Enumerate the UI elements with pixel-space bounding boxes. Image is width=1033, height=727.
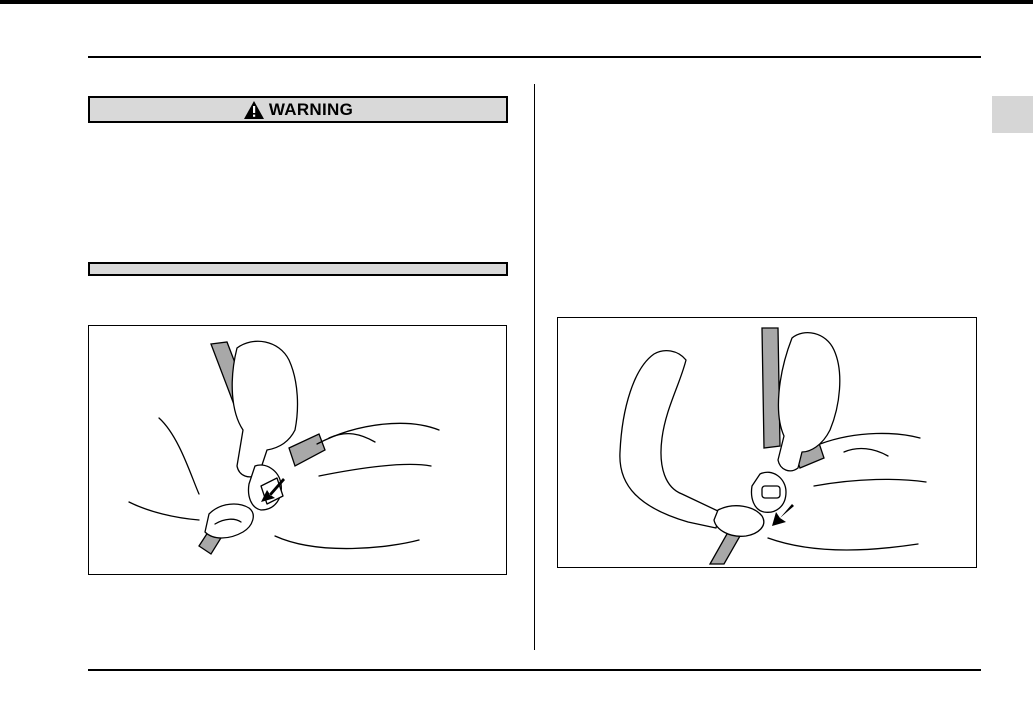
- section-tab-marker: [992, 96, 1033, 133]
- page-bottom-edge: [0, 0, 1033, 4]
- warning-end-bar: [88, 262, 508, 276]
- warning-title: WARNING: [268, 99, 354, 119]
- warning-header: [88, 96, 508, 123]
- seatbelt-buckle-illustration-2: [557, 317, 977, 568]
- footer-rule: [88, 669, 981, 671]
- header-rule: [88, 56, 981, 58]
- column-divider: [534, 84, 535, 650]
- seatbelt-buckle-illustration-1: [88, 325, 507, 575]
- warning-triangle-icon: [243, 100, 265, 120]
